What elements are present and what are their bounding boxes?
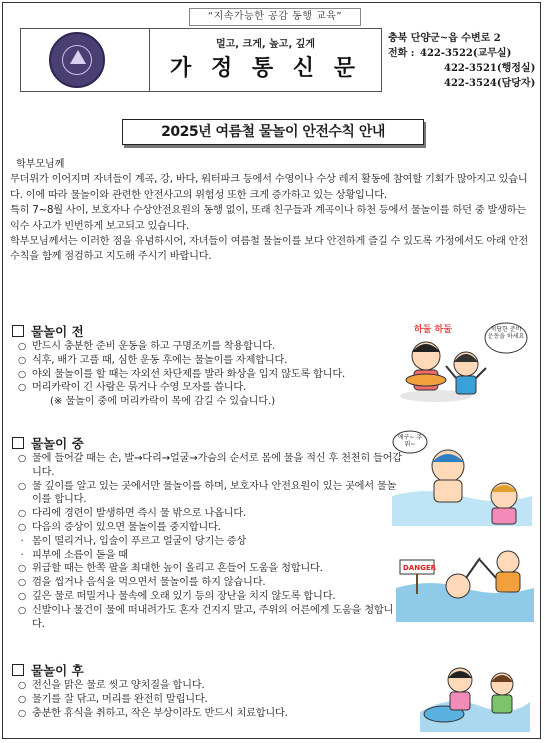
section-heading bbox=[12, 661, 402, 679]
school-tagline: 멀고, 크게, 높고, 깊게 bbox=[215, 39, 316, 50]
list-item bbox=[12, 381, 402, 395]
section-title: 물놀이 후 bbox=[31, 663, 84, 678]
item-text: 식후, 배가 고플 때, 심한 운동 후에는 물놀이를 자제합니다. bbox=[32, 354, 288, 366]
list-item bbox=[12, 707, 402, 721]
item-text: 반드시 충분한 준비 운동을 하고 구명조끼를 착용합니다. bbox=[32, 341, 276, 352]
item-text: 피부에 소름이 돋을 때 bbox=[32, 549, 128, 561]
list-item bbox=[12, 507, 402, 521]
section-heading bbox=[12, 322, 402, 340]
item-text: 다음의 증상이 있으면 물놀이를 중지합니다. bbox=[32, 521, 221, 533]
item-text: 깊은 물로 떠밀거나 물속에 오래 있기 등의 장난을 치지 않도록 합니다. bbox=[32, 590, 336, 602]
circle-bullet: ○ bbox=[17, 707, 27, 719]
circle-bullet: ○ bbox=[17, 341, 27, 352]
list-item bbox=[12, 590, 402, 604]
item-text: 위급할 때는 한쪽 팔을 최대한 높이 올리고 흔들어 도움을 청합니다. bbox=[32, 563, 323, 575]
circle-bullet: ○ bbox=[17, 577, 27, 589]
item-text: 몸이 떨리거나, 입술이 푸르고 얼굴이 당기는 증상 bbox=[32, 535, 247, 547]
school-seal-icon bbox=[49, 32, 105, 88]
circle-bullet: ○ bbox=[17, 693, 27, 705]
circle-bullet: ○ bbox=[17, 382, 27, 394]
section-title: 물놀이 중 bbox=[31, 436, 84, 451]
intro-letter bbox=[10, 157, 536, 265]
school-address: 충북 단양군~읍 수변로 2 bbox=[388, 33, 501, 44]
circle-bullet: ○ bbox=[17, 604, 27, 616]
stretching-kids-illustration bbox=[396, 318, 530, 404]
item-text: 물기를 잘 닦고, 머리를 완전히 말립니다. bbox=[32, 693, 208, 705]
list-item bbox=[12, 679, 402, 693]
list-item bbox=[12, 604, 402, 632]
newsletter-header bbox=[20, 28, 536, 92]
circle-bullet: ○ bbox=[17, 368, 27, 380]
greeting: 학부모님께 bbox=[16, 159, 65, 170]
shirt-text: 하둘 하둘 bbox=[414, 325, 452, 335]
intro-paragraph-2: 특히 7~8월 사이, 보호자나 수상안전요원의 동행 없이, 또래 친구들과 계곡이나 하천 등에서 물놀이를 하던 중 발생하는 익수 사고가 빈번하게 보고되고 있습니다. bbox=[10, 205, 527, 232]
school-logo-box bbox=[20, 28, 150, 92]
item-text: 머리카락이 긴 사람은 묶거나 수영 모자를 씁니다. bbox=[32, 382, 247, 394]
phone-admin: 422-3521(행정실) bbox=[444, 63, 536, 74]
phone-label: 전화 : bbox=[388, 48, 415, 59]
square-bullet-icon bbox=[12, 325, 24, 337]
circle-bullet: ○ bbox=[17, 453, 27, 464]
item-text: 물 깊이를 알고 있는 곳에서만 물놀이를 하며, 보호자나 안전요원이 있는 곳에서 물놀이를 합니다. bbox=[32, 480, 397, 506]
list-item bbox=[12, 549, 402, 563]
circle-bullet: ○ bbox=[17, 590, 27, 602]
contact-info bbox=[382, 28, 536, 92]
list-item bbox=[12, 480, 402, 508]
list-item bbox=[12, 368, 402, 382]
list-item bbox=[12, 576, 402, 590]
hair-note: (※ 물놀이 중에 머리카락이 목에 감길 수 있습니다.) bbox=[50, 396, 276, 408]
square-bullet-icon bbox=[12, 664, 24, 676]
section-before-swimming bbox=[12, 322, 402, 409]
item-text: 야외 물놀이를 할 때는 자외선 차단제를 발라 화상을 입지 않도록 합니다. bbox=[32, 368, 346, 380]
danger-sign-text: DANGER bbox=[403, 564, 437, 572]
intro-paragraph-3: 학부모님께서는 이러한 점을 유념하시어, 자녀들이 여름철 물놀이를 보다 안전하게 즐길 수 있도록 가정에서도 아래 안전수칙을 함께 점검하고 지도해 주시기 바랍니다. bbox=[10, 236, 528, 263]
circle-bullet: ○ bbox=[17, 480, 27, 492]
section-heading bbox=[12, 434, 402, 452]
shivering-kid-illustration bbox=[392, 426, 532, 526]
phone-office: 422-3522(교무실) bbox=[420, 48, 512, 59]
section-title: 물놀이 전 bbox=[31, 324, 84, 339]
circle-bullet: ○ bbox=[17, 521, 27, 533]
stretch-bubble-text: 적당한 준비 운동을 하세요 bbox=[487, 326, 525, 340]
circle-bullet: ○ bbox=[17, 563, 27, 575]
dot-bullet: · bbox=[20, 535, 24, 547]
seal-emblem bbox=[70, 50, 86, 64]
circle-bullet: ○ bbox=[17, 680, 27, 691]
list-item bbox=[12, 354, 402, 368]
item-text: 충분한 휴식을 취하고, 작은 부상이라도 반드시 치료합니다. bbox=[32, 707, 288, 719]
section-during-swimming bbox=[12, 434, 402, 631]
item-text: 다리에 경련이 발생하면 즉시 물 밖으로 나옵니다. bbox=[32, 508, 247, 520]
newsletter-title: 가 정 통 신 문 bbox=[170, 56, 361, 81]
school-slogan: “지속가능한 공감 동행 교육” bbox=[189, 8, 361, 26]
resting-kids-illustration bbox=[420, 654, 530, 732]
dot-bullet: · bbox=[20, 549, 24, 561]
drowning-help-illustration bbox=[396, 532, 534, 622]
list-item bbox=[12, 340, 402, 354]
item-text: 껌을 씹거나 음식을 먹으면서 물놀이를 하지 않습니다. bbox=[32, 577, 266, 589]
list-item bbox=[12, 562, 402, 576]
item-text: 전신을 맑은 물로 씻고 양치질을 합니다. bbox=[32, 680, 205, 691]
title-box bbox=[150, 28, 382, 92]
circle-bullet: ○ bbox=[17, 354, 27, 366]
item-text: 신발이나 물건이 물에 떠내려가도 혼자 건지지 말고, 주위의 어른에게 도움을 청합니다. bbox=[32, 604, 394, 630]
square-bullet-icon bbox=[12, 437, 24, 449]
intro-paragraph-1: 무더위가 이어지며 자녀들이 계곡, 강, 바다, 워터파크 등에서 수영이나 수상 레저 활동에 참여할 기회가 많아지고 있습니다. 이에 따라 물놀이와 관련한 안전사고의 위험성 또한 크게 증가하고 있는 상황입니다. bbox=[10, 174, 528, 201]
cold-bubble-text: 애구~ 추워~ bbox=[397, 434, 423, 448]
list-item bbox=[12, 535, 402, 549]
main-title: 2025년 여름철 물놀이 안전수칙 안내 bbox=[122, 119, 424, 145]
phone-staff: 422-3524(담당자) bbox=[444, 78, 536, 89]
item-text: 물에 들어갈 때는 손, 발→다리→얼굴→가슴의 순서로 몸에 물을 적신 후 천천히 들어갑니다. bbox=[32, 453, 402, 478]
section-after-swimming bbox=[12, 661, 402, 720]
list-item bbox=[12, 693, 402, 707]
list-item bbox=[12, 521, 402, 535]
list-item bbox=[12, 452, 402, 480]
circle-bullet: ○ bbox=[17, 508, 27, 520]
